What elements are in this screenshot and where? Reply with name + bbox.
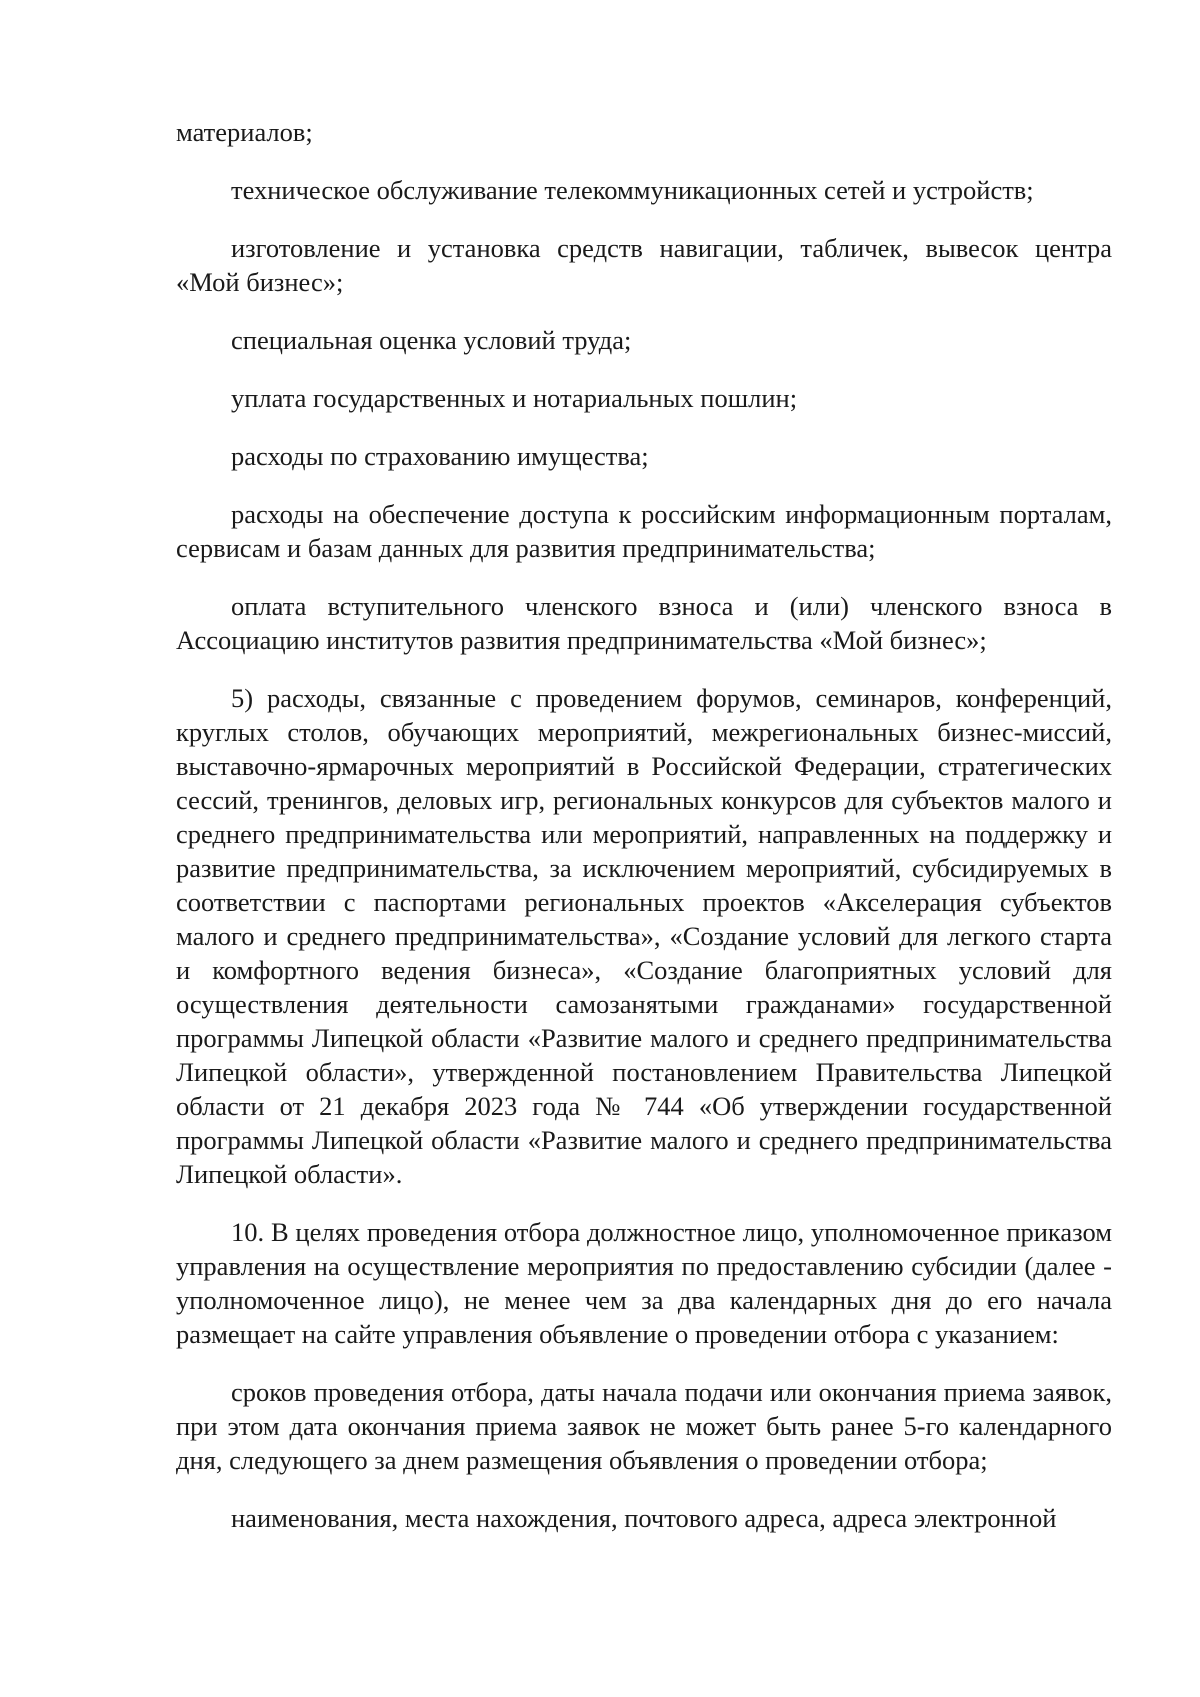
paragraph-telecom-maintenance: техническое обслуживание телекоммуникационных сетей и устройств; [231, 175, 1034, 205]
document-body [176, 115, 1112, 1535]
paragraph-selection-terms: сроков проведения отбора, даты начала подачи или окончания приема заявок, при этом дата окончания приема заявок не может быть ранее 5-го календарного дня, следующего за днем размещения объявления о проведении отбора; [176, 1377, 1112, 1475]
paragraph-insurance: расходы по страхованию имущества; [231, 441, 649, 471]
paragraph-names-addresses: наименования, места нахождения, почтового адреса, адреса электронной [231, 1503, 1057, 1533]
paragraph-labor-assessment: специальная оценка условий труда; [231, 325, 632, 355]
paragraph-item-5-events: 5) расходы, связанные с проведением форумов, семинаров, конференций, круглых столов, обучающих мероприятий, межрегиональных бизнес-миссий, выставочно-ярмарочных мероприятий в Российской Федерации, стратегических сессий, тренингов, деловых игр, региональных конкурсов для субъектов малого и среднего предпринимательства или мероприятий, направленных на поддержку и развитие предпринимательства, за исключением мероприятий, субсидируемых в соответствии с паспортами региональных проектов «Акселерация субъектов малого и среднего предпринимательства», «Создание условий для легкого старта и комфортного ведения бизнеса», «Создание благоприятных условий для осуществления деятельности самозанятыми гражданами» государственной программы Липецкой области «Развитие малого и среднего предпринимательства Липецкой области», утвержденной постановлением Правительства Липецкой области от 21 декабря 2023 года № 744 «Об утверждении государственной программы Липецкой области «Развитие малого и среднего предпринимательства Липецкой области». [176, 683, 1112, 1189]
paragraph-continuation: материалов; [176, 117, 313, 147]
paragraph-fees: уплата государственных и нотариальных пошлин; [231, 383, 798, 413]
paragraph-portal-access: расходы на обеспечение доступа к российским информационным порталам, сервисам и базам данных для развития предпринимательства; [176, 499, 1112, 563]
paragraph-navigation-signs: изготовление и установка средств навигации, табличек, вывесок центра «Мой бизнес»; [176, 233, 1112, 297]
paragraph-membership-fee: оплата вступительного членского взноса и (или) членского взноса в Ассоциацию институтов развития предпринимательства «Мой бизнес»; [176, 591, 1112, 655]
paragraph-item-10-selection: 10. В целях проведения отбора должностное лицо, уполномоченное приказом управления на осуществление мероприятия по предоставлению субсидии (далее - уполномоченное лицо), не менее чем за два календарных дня до его начала размещает на сайте управления объявление о проведении отбора с указанием: [176, 1217, 1112, 1349]
